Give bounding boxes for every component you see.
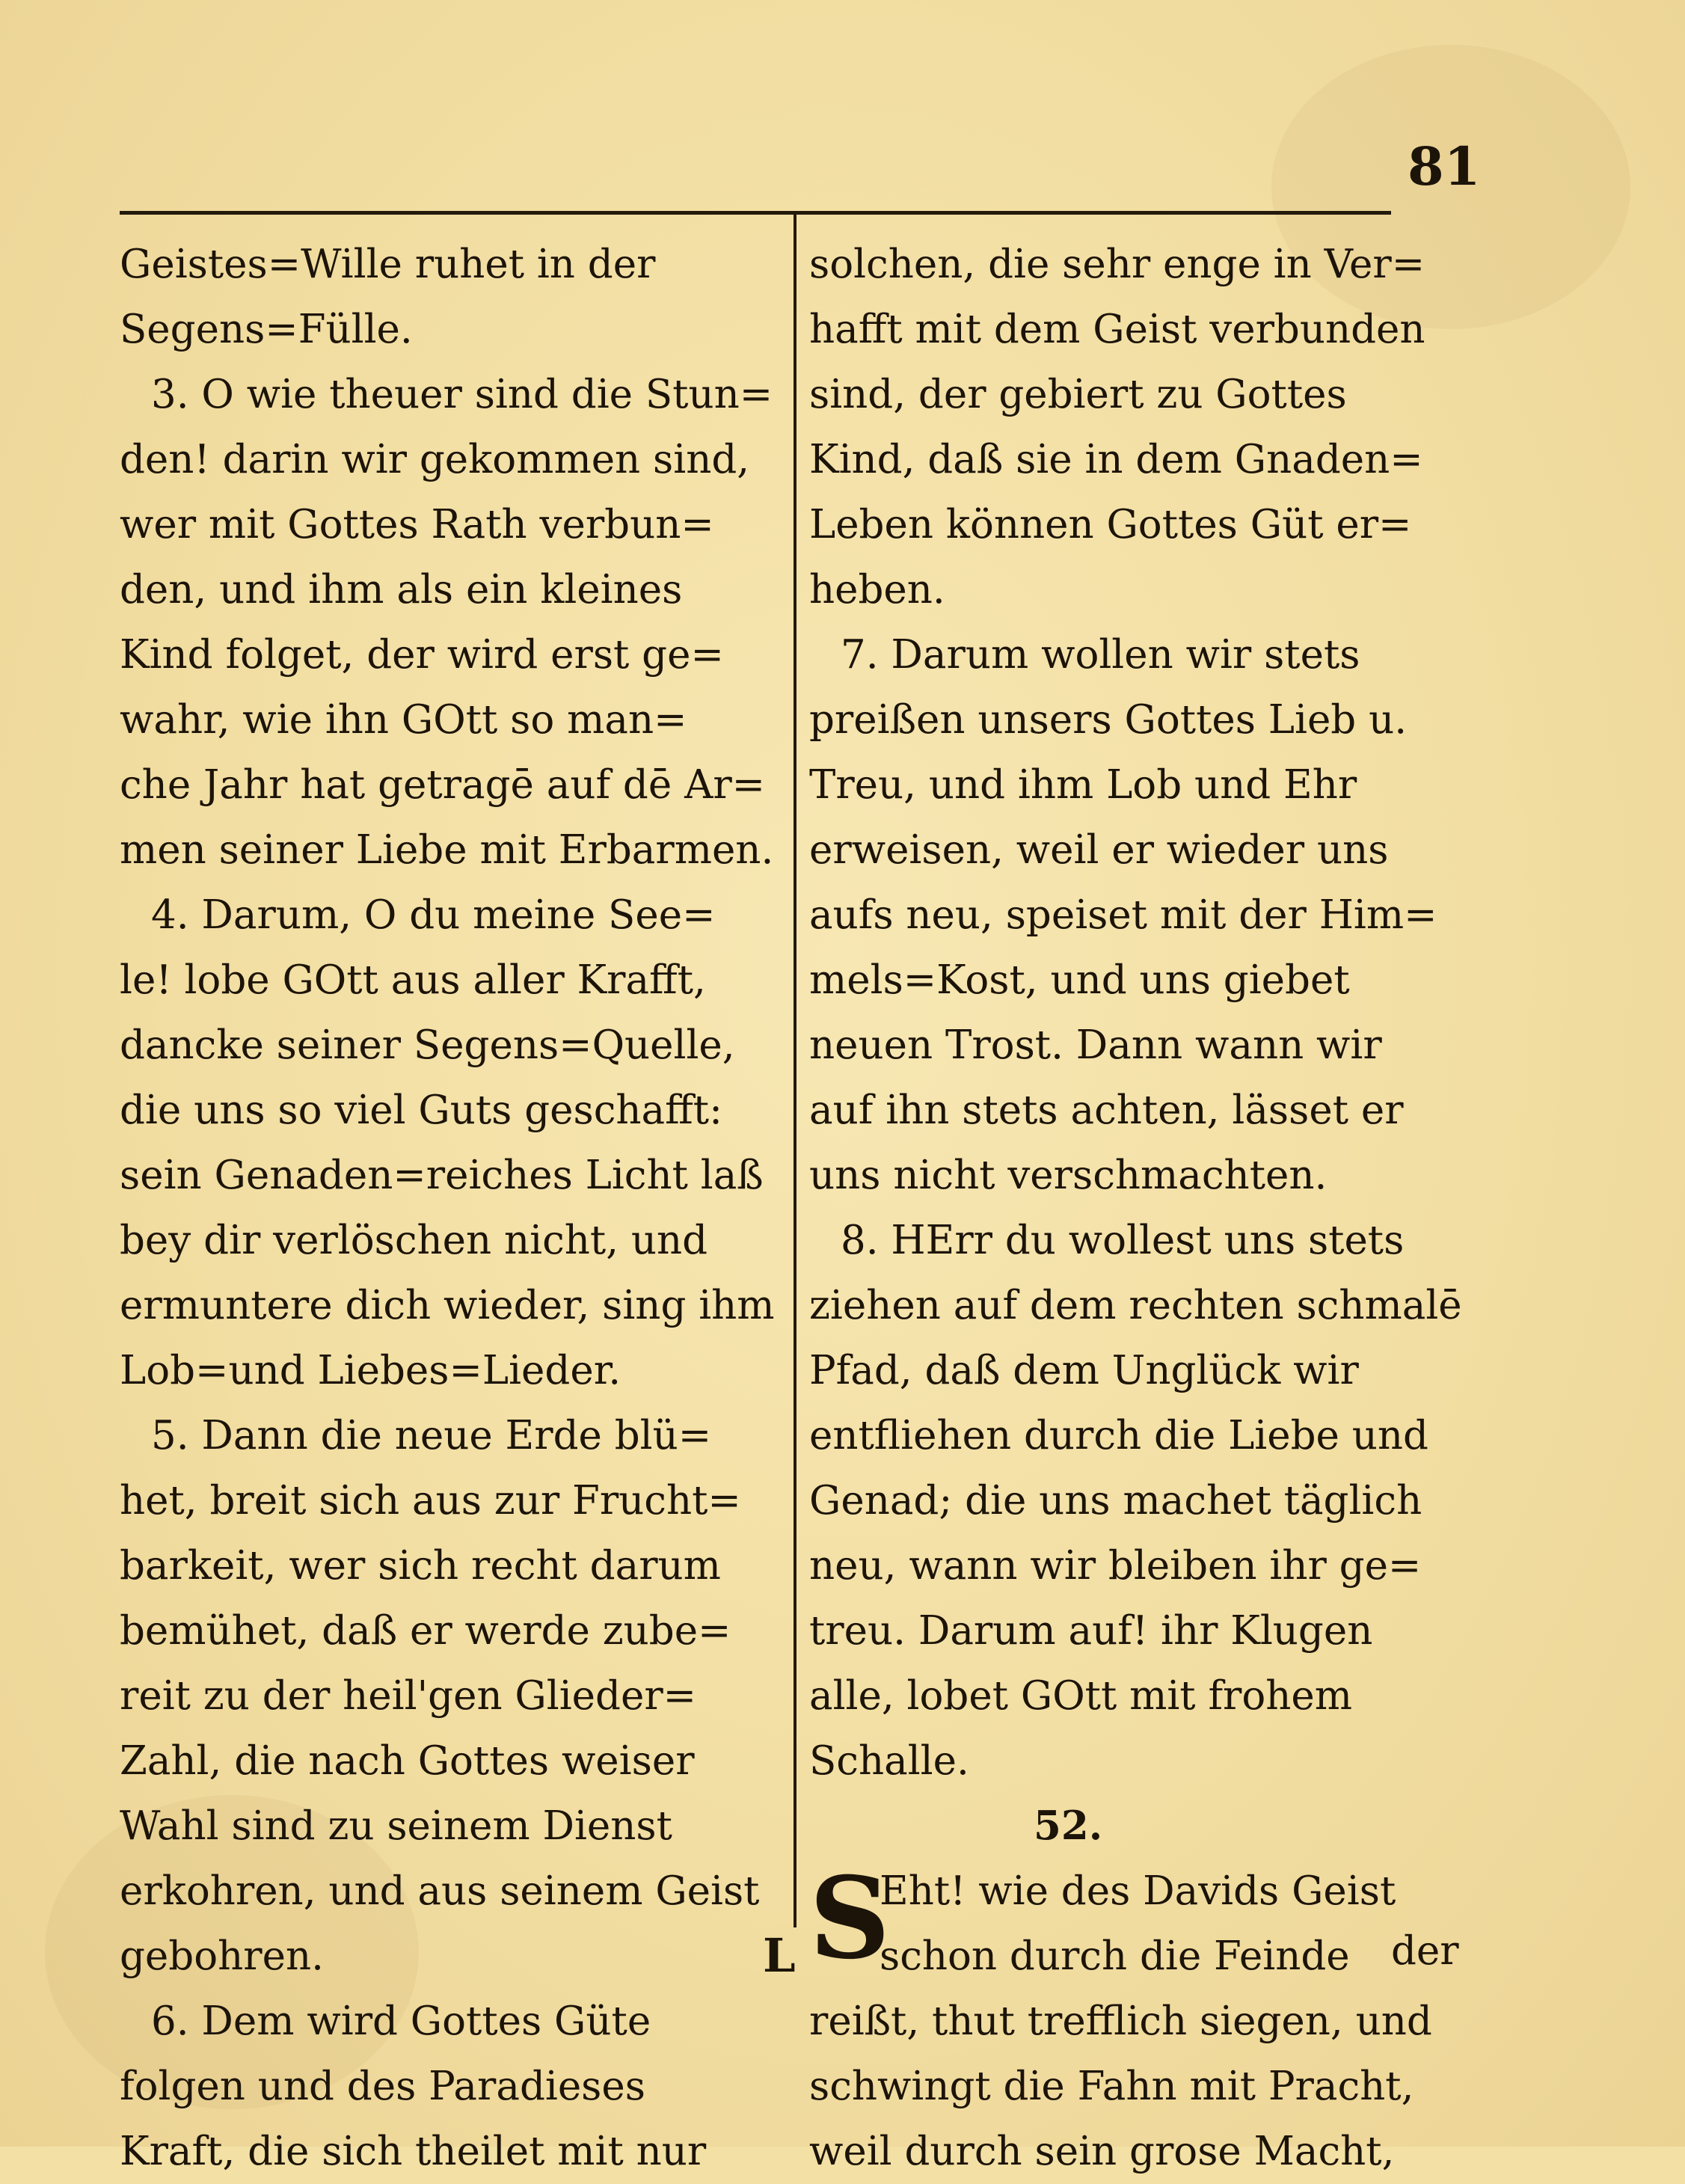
text-line: ermuntere dich wieder, sing ihm xyxy=(120,1283,775,1328)
text-line: le! lobe GOtt aus aller Krafft, xyxy=(120,957,706,1003)
text-line: heben. xyxy=(809,567,945,613)
header-rule xyxy=(120,211,1391,215)
text-line: neuen Trost. Dann wann wir xyxy=(809,1022,1382,1068)
text-line: 3. O wie theuer sind die Stun= xyxy=(151,372,773,417)
text-line: 8. HErr du wollest uns stets xyxy=(841,1218,1405,1263)
text-line: hafft mit dem Geist verbunden xyxy=(809,307,1425,352)
text-line: preißen unsers Gottes Lieb u. xyxy=(809,697,1408,743)
text-line: entfliehen durch die Liebe und xyxy=(809,1413,1428,1458)
text-line: treu. Darum auf! ihr Klugen xyxy=(809,1608,1373,1654)
text-line: 7. Darum wollen wir stets xyxy=(841,632,1360,678)
text-line: dancke seiner Segens=Quelle, xyxy=(120,1022,735,1068)
text-line: auf ihn stets achten, lässet er xyxy=(809,1088,1404,1133)
text-line: Eht! wie des Davids Geist xyxy=(880,1868,1396,1914)
text-line: Kind folget, der wird erst ge= xyxy=(120,632,724,678)
hymn-number: 52. xyxy=(1034,1803,1103,1849)
text-line: erkohren, und aus seinem Geist xyxy=(120,1868,760,1914)
text-line: uns nicht verschmachten. xyxy=(809,1153,1328,1198)
catchword: der xyxy=(1391,1928,1459,1974)
text-line: Zahl, die nach Gottes weiser xyxy=(120,1738,695,1784)
text-line: alle, lobet GOtt mit frohem xyxy=(809,1673,1353,1719)
text-line: men seiner Liebe mit Erbarmen. xyxy=(120,827,774,873)
text-line: den, und ihm als ein kleines xyxy=(120,567,683,613)
text-line: barkeit, wer sich recht darum xyxy=(120,1543,721,1589)
text-line: Treu, und ihm Lob und Ehr xyxy=(809,762,1357,808)
text-line: Kind, daß sie in dem Gnaden= xyxy=(809,437,1423,482)
drop-cap: S xyxy=(809,1853,891,1984)
text-line: Segens=Fülle. xyxy=(120,307,413,352)
text-line: den! darin wir gekommen sind, xyxy=(120,437,750,482)
text-line: aufs neu, speiset mit der Him= xyxy=(809,892,1437,938)
page-number: 81 xyxy=(1408,135,1481,197)
text-line: Lob=und Liebes=Lieder. xyxy=(120,1348,621,1393)
hymn-opening xyxy=(809,1853,1482,2184)
text-line: 5. Dann die neue Erde blü= xyxy=(151,1413,712,1458)
column-divider xyxy=(794,215,797,1927)
text-line: wer mit Gottes Rath verbun= xyxy=(120,502,714,547)
text-line: 4. Darum, O du meine See= xyxy=(151,892,716,938)
text-line: neu, wann wir bleiben ihr ge= xyxy=(809,1543,1422,1589)
text-line: die uns so viel Guts geschafft: xyxy=(120,1088,722,1133)
text-line: Wahl sind zu seinem Dienst xyxy=(120,1803,672,1849)
text-line: Leben können Gottes Güt er= xyxy=(809,502,1412,547)
right-column xyxy=(809,232,1482,2184)
text-line: sein Genaden=reiches Licht laß xyxy=(120,1153,764,1198)
text-line: ziehen auf dem rechten schmalē xyxy=(809,1283,1462,1328)
text-line: schwingt die Fahn mit Pracht, xyxy=(809,2064,1414,2109)
signature-mark: L xyxy=(763,1928,796,1983)
text-line: sind, der gebiert zu Gottes xyxy=(809,372,1347,417)
text-line: wahr, wie ihn GOtt so man= xyxy=(120,697,687,743)
text-line: reit zu der heil'gen Glieder= xyxy=(120,1673,697,1719)
text-line: Kraft, die sich theilet mit nur xyxy=(120,2129,707,2174)
text-line: bey dir verlöschen nicht, und xyxy=(120,1218,708,1263)
text-line: het, breit sich aus zur Frucht= xyxy=(120,1478,741,1524)
text-line: folgen und des Paradieses xyxy=(120,2064,645,2109)
hymn-lines xyxy=(809,1853,1482,2184)
left-column xyxy=(120,232,785,2184)
text-line: weil durch sein grose Macht, xyxy=(809,2129,1395,2174)
text-line: erweisen, weil er wieder uns xyxy=(809,827,1389,873)
text-line: gebohren. xyxy=(120,1933,324,1979)
text-line: mels=Kost, und uns giebet xyxy=(809,957,1350,1003)
text-line: Genad; die uns machet täglich xyxy=(809,1478,1422,1524)
text-line: solchen, die sehr enge in Ver= xyxy=(809,242,1425,287)
text-line: 6. Dem wird Gottes Güte xyxy=(151,1999,651,2044)
right-column-verses xyxy=(809,232,1482,1794)
text-line: schon durch die Feinde xyxy=(880,1933,1350,1979)
text-line: Geistes=Wille ruhet in der xyxy=(120,242,656,287)
text-line: Pfad, daß dem Unglück wir xyxy=(809,1348,1359,1393)
text-line: che Jahr hat getragē auf dē Ar= xyxy=(120,762,766,808)
text-line: Schalle. xyxy=(809,1738,969,1784)
text-line: reißt, thut trefflich siegen, und xyxy=(809,1999,1432,2044)
text-line: bemühet, daß er werde zube= xyxy=(120,1608,731,1654)
